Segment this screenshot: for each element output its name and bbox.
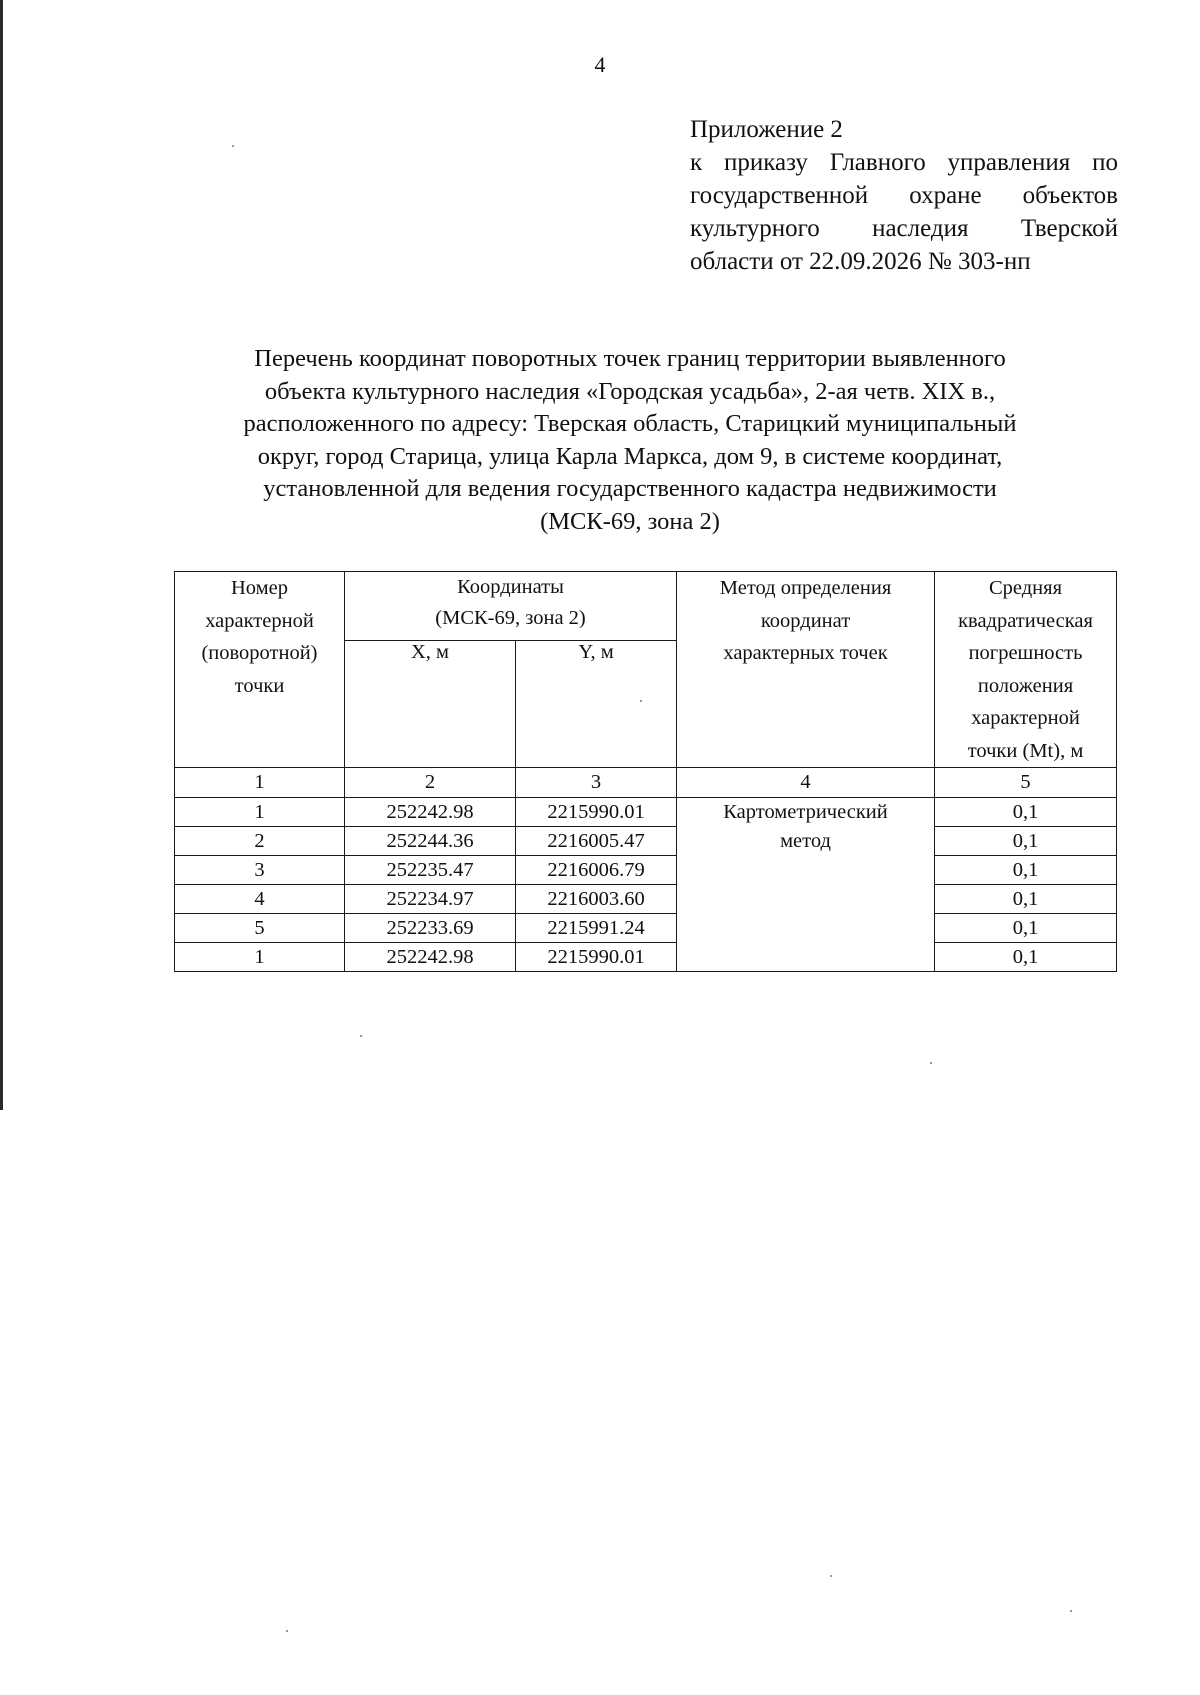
header-line: координат: [760, 609, 851, 632]
header-x: X, м: [345, 641, 516, 768]
cell-x: 252244.36: [345, 827, 516, 856]
scan-speck: [640, 700, 642, 702]
column-number: 5: [935, 768, 1117, 798]
coordinates-table: [174, 571, 1117, 972]
cell-method: [677, 798, 935, 972]
header-line: Метод определения: [719, 577, 892, 599]
title-line: (МСК-69, зона 2): [540, 507, 720, 535]
cell-error: 0,1: [935, 798, 1117, 827]
table-row: [175, 943, 1117, 972]
header-line: положения: [977, 674, 1074, 697]
title-line: округ, город Старица, улица Карла Маркса, дом 9, в системе координат,: [257, 442, 1003, 470]
cell-x: 252242.98: [345, 798, 516, 827]
column-number: 4: [677, 768, 935, 798]
table-row: [175, 914, 1117, 943]
scan-speck: [830, 1575, 832, 1577]
cell-y: 2215990.01: [516, 798, 677, 827]
scan-speck: [286, 1630, 288, 1632]
cell-error: 0,1: [935, 856, 1117, 885]
page-number: 4: [594, 52, 606, 77]
header-line: Номер: [231, 577, 288, 599]
header-line: (МСК-69, зона 2): [435, 607, 586, 629]
title-line: Перечень координат поворотных точек границ территории выявленного: [254, 345, 1006, 372]
column-number: 1: [175, 768, 345, 798]
header-error: [935, 572, 1117, 768]
cell-point: 1: [175, 798, 345, 827]
header-line: квадратическая: [958, 609, 1093, 632]
table-row: [175, 798, 1117, 827]
header-line: точки (Mt), м: [967, 739, 1084, 762]
cell-x: 252234.97: [345, 885, 516, 914]
header-line: характерной: [971, 707, 1080, 729]
cell-point: 3: [175, 856, 345, 885]
scan-edge: [0, 0, 3, 1110]
cell-x: 252235.47: [345, 856, 516, 885]
cell-error: 0,1: [935, 827, 1117, 856]
table-row: [175, 885, 1117, 914]
method-line: Картометрический: [723, 801, 888, 823]
method-line: метод: [780, 830, 831, 852]
header-line: Координаты: [457, 576, 564, 598]
header-line: погрешность: [968, 642, 1083, 664]
cell-y: 2215991.24: [516, 914, 677, 943]
scan-speck: [360, 1035, 362, 1037]
title-line: расположенного по адресу: Тверская область, Старицкий муниципальный: [243, 410, 1017, 437]
cell-y: 2216003.60: [516, 885, 677, 914]
cell-point: 1: [175, 943, 345, 972]
header-line: характерных точек: [723, 642, 888, 664]
cell-error: 0,1: [935, 914, 1117, 943]
document-title: [130, 343, 1130, 538]
cell-y: 2216006.79: [516, 856, 677, 885]
column-number: 2: [345, 768, 516, 798]
scan-speck: [930, 1062, 932, 1064]
cell-y: 2215990.01: [516, 943, 677, 972]
header-coordinates: [345, 572, 677, 641]
header-line: характерной: [205, 609, 314, 632]
cell-y: 2216005.47: [516, 827, 677, 856]
header-line: (поворотной): [201, 642, 318, 664]
column-number: 3: [516, 768, 677, 798]
cell-point: 5: [175, 914, 345, 943]
cell-error: 0,1: [935, 885, 1117, 914]
header-line: точки: [234, 674, 285, 697]
appendix-line: области от 22.09.2026 № 303-нп: [690, 248, 1031, 275]
header-method: [677, 572, 935, 768]
cell-x: 252242.98: [345, 943, 516, 972]
header-point-number: [175, 572, 345, 768]
appendix-line: государственной охране объектов: [690, 182, 1118, 209]
appendix-header: [690, 113, 1118, 278]
title-line: объекта культурного наследия «Городская усадьба», 2-ая четв. XIX в.,: [264, 377, 996, 405]
cell-point: 4: [175, 885, 345, 914]
cell-point: 2: [175, 827, 345, 856]
table-row: [175, 856, 1117, 885]
appendix-line: Приложение 2: [690, 116, 843, 143]
appendix-line: к приказу Главного управления по: [690, 149, 1118, 176]
appendix-line: культурного наследия Тверской: [690, 215, 1118, 242]
scan-speck: [1070, 1610, 1072, 1612]
header-line: Средняя: [989, 577, 1063, 599]
cell-x: 252233.69: [345, 914, 516, 943]
cell-error: 0,1: [935, 943, 1117, 972]
title-line: установленной для ведения государственного кадастра недвижимости: [263, 475, 997, 502]
table-row: [175, 827, 1117, 856]
scan-speck: [232, 145, 234, 147]
header-y: Y, м: [516, 641, 677, 768]
